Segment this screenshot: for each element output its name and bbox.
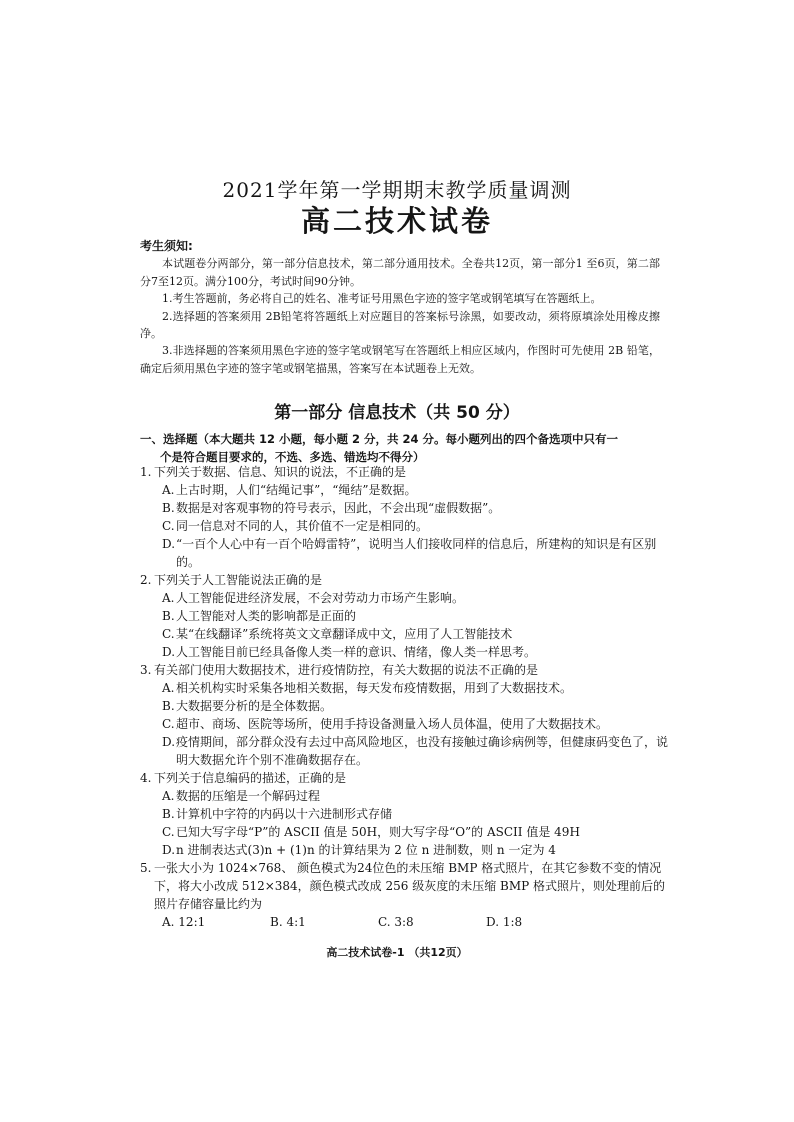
- option: [140, 787, 670, 805]
- option: [140, 625, 670, 643]
- option: [140, 535, 670, 571]
- option-text: 相关机构实时采集各地相关数据，每天发布疫情数据，用到了大数据技术。: [176, 681, 573, 695]
- option: [140, 697, 670, 715]
- option-text: 人工智能促进经济发展，不会对劳动力市场产生影响。: [176, 591, 465, 605]
- option-label: B.: [162, 501, 175, 515]
- option-text: n 进制表达式(3)n + (1)n 的计算结果为 2 位 n 进制数，则 n 一定为 4: [176, 843, 556, 857]
- option-text: 同一信息对不同的人，其价值不一定是相同的。: [176, 519, 429, 533]
- question-2: [140, 571, 670, 661]
- option-label: A.: [162, 789, 175, 803]
- option-label: B.: [162, 807, 175, 821]
- option: A. 12:1: [162, 915, 206, 929]
- notice-paragraph: 本试题卷分两部分，第一部分信息技术，第二部分通用技术。全卷共12页，第一部分1 至6页，第二部分7至12页。满分100分，考试时间90分钟。: [140, 257, 660, 288]
- notice-paragraph: 2.选择题的答案须用 2B铅笔将答题纸上对应题目的答案标号涂黑，如要改动，须将原填涂处用橡皮擦净。: [140, 309, 660, 341]
- question-number: 3.: [140, 663, 152, 677]
- option: [140, 805, 670, 823]
- option: [140, 841, 670, 859]
- option-text: 疫情期间，部分群众没有去过中高风险地区，也没有接触过确诊病例等，但健康码变色了，说明大数据允许个别不准确数据存在。: [176, 735, 669, 767]
- question-1: [140, 463, 670, 571]
- question-stem: 下列关于信息编码的描述，正确的是: [154, 771, 347, 785]
- question-number: 5.: [140, 861, 152, 875]
- question-3: [140, 661, 670, 769]
- question-number: 4.: [140, 771, 152, 785]
- option-label: C.: [162, 825, 175, 839]
- option: D. 1:8: [486, 915, 523, 929]
- question-number: 2.: [140, 573, 152, 587]
- notice-paragraph: 1.考生答题前，务必将自己的姓名、准考证号用黑色字迹的签字笔或钢笔填写在答题纸上。: [162, 292, 602, 306]
- option: [140, 679, 670, 697]
- option-text: 人工智能对人类的影响都是正面的: [176, 609, 357, 623]
- option: B. 4:1: [270, 915, 306, 929]
- option-text: 超市、商场、医院等场所，使用手持设备测量入场人员体温，使用了大数据技术。: [176, 717, 609, 731]
- option: C. 3:8: [378, 915, 414, 929]
- option-label: C.: [162, 519, 175, 533]
- option: [140, 733, 670, 769]
- option: [140, 607, 670, 625]
- option-label: A.: [162, 591, 175, 605]
- section-heading-line2: 个是符合题目要求的，不选、多选、错选均不得分）: [160, 450, 425, 464]
- option-text: 数据的压缩是一个解码过程: [176, 789, 321, 803]
- option-text: 人工智能目前已经具备像人类一样的意识、情绪，像人类一样思考。: [176, 645, 537, 659]
- option: [140, 499, 670, 517]
- option-label: A.: [162, 483, 175, 497]
- section-heading-line1: 一、选择题（本大题共 12 小题，每小题 2 分，共 24 分。每小题列出的四个备选项中只有一: [140, 432, 619, 446]
- notice-block: [140, 238, 660, 377]
- option-label: C.: [162, 627, 175, 641]
- option-text: 大数据要分析的是全体数据。: [176, 699, 333, 713]
- option-text: 已知大写字母“P”的 ASCII 值是 50H，则大写字母“O”的 ASCII 值是 49H: [176, 825, 580, 839]
- question-stem: 有关部门使用大数据技术，进行疫情防控，有关大数据的说法不正确的是: [154, 663, 539, 677]
- part-title: 第一部分 信息技术（共 50 分）: [274, 403, 520, 423]
- option: [140, 823, 670, 841]
- section-heading: [140, 430, 670, 466]
- option-text: “一百个人心中有一百个哈姆雷特”，说明当人们接收同样的信息后，所建构的知识是有区别的。: [176, 537, 657, 569]
- exam-subtitle: 高二技术试卷: [300, 204, 493, 238]
- page-footer: 高二技术试卷-1 （共12页）: [326, 946, 468, 959]
- option: [140, 481, 670, 499]
- option: [140, 715, 670, 733]
- option-text: 上古时期，人们“结绳记事”，“绳结”是数据。: [176, 483, 417, 497]
- option-label: D.: [162, 843, 176, 857]
- option-label: B.: [162, 609, 175, 623]
- option-text: 计算机中字符的内码以十六进制形式存储: [176, 807, 393, 821]
- option-label: B.: [162, 699, 175, 713]
- exam-title: 2021学年第一学期期末教学质量调测: [222, 178, 572, 202]
- question-4: [140, 769, 670, 859]
- option-text: 数据是对客观事物的符号表示，因此，不会出现“虚假数据”。: [176, 501, 501, 515]
- question-5: [140, 859, 670, 931]
- option-label: D.: [162, 735, 176, 749]
- notice-paragraph: 3.非选择题的答案须用黑色字迹的签字笔或钢笔写在答题纸上相应区域内，作图时可先使用 2B 铅笔，确定后须用黑色字迹的签字笔或钢笔描黑，答案写在本试题卷上无效。: [140, 344, 660, 375]
- question-stem: 下列关于数据、信息、知识的说法，不正确的是: [154, 465, 407, 479]
- option-label: D.: [162, 537, 176, 551]
- option: [140, 589, 670, 607]
- option-label: D.: [162, 645, 176, 659]
- inline-options: [140, 913, 670, 931]
- option: [140, 517, 670, 535]
- question-list: [140, 463, 670, 931]
- notice-heading: 考生须知:: [140, 239, 193, 253]
- question-number: 1.: [140, 465, 152, 479]
- question-stem: 一张大小为 1024×768、 颜色模式为24位色的未压缩 BMP 格式照片，在其它参数不变的情况下，将大小改成 512×384，颜色模式改成 256 级灰度的未压缩 BMP 格式照片，则处理前后的照片存储容量比约为: [154, 861, 666, 911]
- option-label: A.: [162, 681, 175, 695]
- option: [140, 643, 670, 661]
- option-text: 某“在线翻译”系统将英文文章翻译成中文，应用了人工智能技术: [176, 627, 513, 641]
- option-label: C.: [162, 717, 175, 731]
- question-stem: 下列关于人工智能说法正确的是: [154, 573, 323, 587]
